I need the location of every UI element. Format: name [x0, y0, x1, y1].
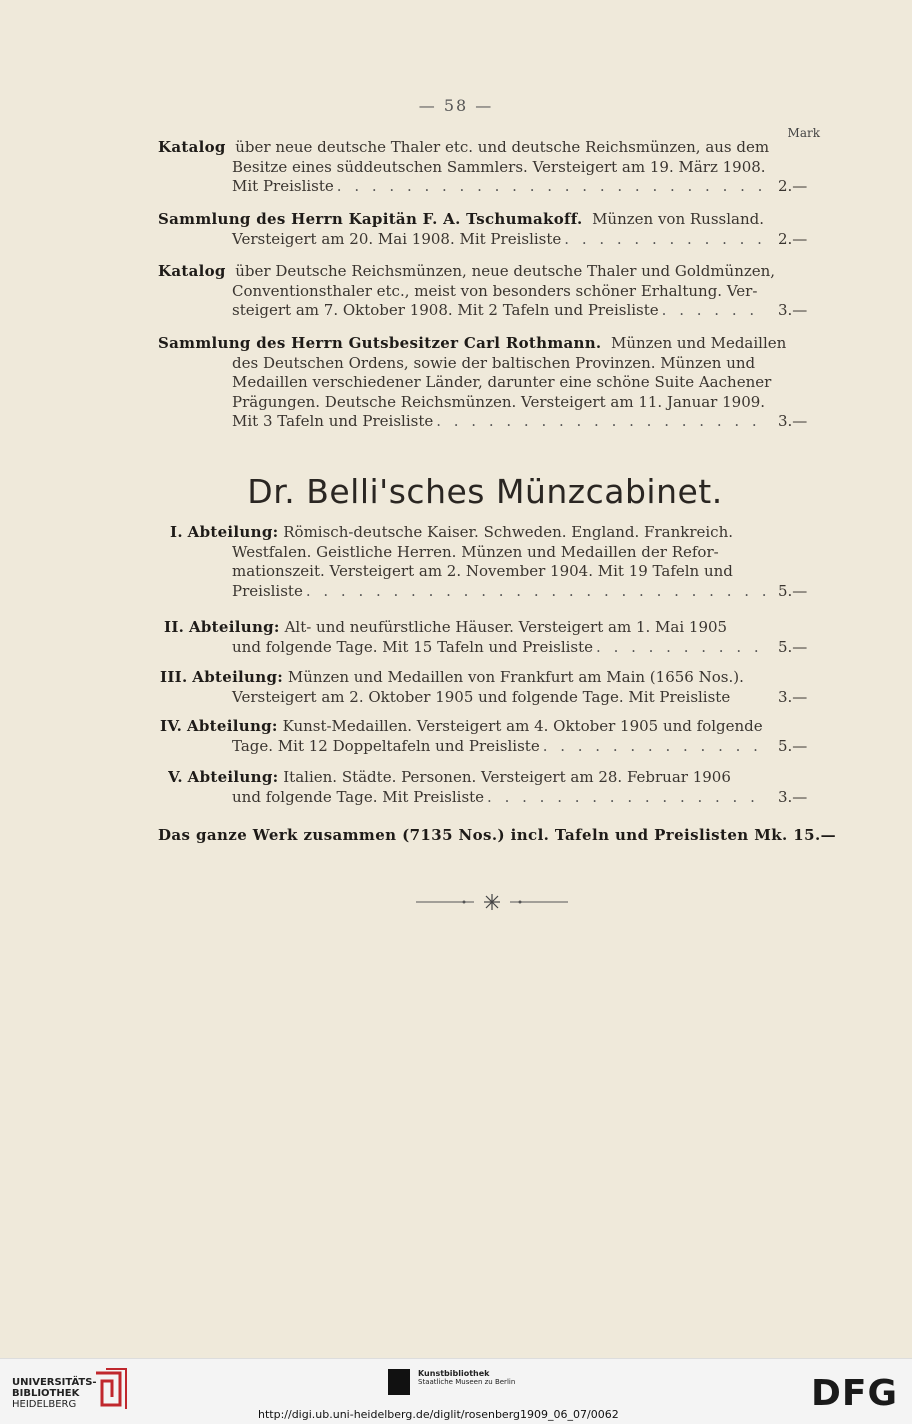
entry-price: 2.—: [778, 177, 808, 195]
division-text: Italien. Städte. Personen. Versteigert am 28. Februar 1906: [283, 768, 731, 786]
ub-heidelberg-logo-text: [12, 1377, 97, 1410]
entry-text: über neue deutsche Thaler etc. und deutsche Reichsmünzen, aus dem: [235, 138, 770, 156]
division-text: Alt- und neufürstliche Häuser. Versteigert am 1. Mai 1905: [284, 618, 728, 636]
entry-text: Münzen von Russland.: [592, 210, 765, 228]
library-name-line: HEIDELBERG: [12, 1399, 77, 1410]
division-price: 5.—: [778, 581, 808, 600]
page-number: — 58 —: [418, 96, 494, 115]
permalink-url[interactable]: http://digi.ub.uni-heidelberg.de/diglit/rosenberg1909_06_07/0062: [258, 1408, 619, 1421]
library-name-line: BIBLIOTHEK: [12, 1388, 80, 1399]
entry-price: 3.—: [778, 412, 808, 430]
catalog-entry: [158, 262, 818, 321]
entry-text: Besitze eines süddeutschen Sammlers. Versteigert am 19. März 1908.: [232, 157, 766, 176]
entry-title: Sammlung des Herrn Gutsbesitzer Carl Rothmann.: [158, 334, 602, 352]
entry-text: steigert am 7. Oktober 1908. Mit 2 Tafeln und Preisliste: [232, 301, 659, 319]
division-entry: [170, 523, 818, 601]
entry-text: über Deutsche Reichsmünzen, neue deutsche Thaler und Goldmünzen,: [235, 262, 776, 280]
division-price: 5.—: [778, 736, 808, 755]
division-text: Westfalen. Geistliche Herren. Münzen und Medaillen der Refor-: [232, 542, 719, 561]
division-text: Münzen und Medaillen von Frankfurt am Main (1656 Nos.).: [287, 668, 744, 686]
division-text: Versteigert am 2. Oktober 1905 und folgende Tage. Mit Preisliste: [232, 687, 731, 706]
entry-text: Versteigert am 20. Mai 1908. Mit Preisliste: [232, 229, 562, 248]
division-entry: [160, 668, 818, 707]
division-label: Abteilung:: [186, 717, 278, 735]
total-line: Das ganze Werk zusammen (7135 Nos.) incl. Tafeln und Preislisten Mk. 15.—: [158, 826, 836, 844]
footer-bar: [0, 1358, 912, 1424]
division-price: 3.—: [778, 687, 808, 706]
entry-title: Sammlung des Herrn Kapitän F. A. Tschumakoff.: [158, 210, 583, 228]
division-entry: [160, 717, 818, 756]
entry-text: Medaillen verschiedener Länder, darunter eine schöne Suite Aachener: [232, 373, 772, 391]
price-column-header: Mark: [787, 126, 820, 140]
catalog-entry: [158, 334, 818, 432]
division-text: Tage. Mit 12 Doppeltafeln und Preisliste: [232, 736, 540, 755]
division-numeral: I.: [170, 523, 183, 541]
division-numeral: II.: [164, 618, 185, 636]
section-heading: Dr. Belli'sches Münzcabinet.: [247, 472, 723, 511]
entry-text: Conventionsthaler etc., meist von besonders schöner Erhaltung. Ver-: [232, 281, 758, 300]
division-numeral: V.: [168, 768, 183, 786]
kb-subtitle: Staatliche Museen zu Berlin: [418, 1378, 516, 1386]
division-label: Abteilung:: [187, 523, 279, 541]
ub-logo-icon: [92, 1367, 128, 1411]
entry-title: Katalog: [158, 138, 226, 156]
division-text: mationszeit. Versteigert am 2. November 1904. Mit 19 Tafeln und: [232, 562, 733, 580]
entry-price: 3.—: [778, 301, 808, 319]
catalog-entry: [158, 210, 818, 249]
division-entry: [168, 768, 818, 807]
division-label: Abteilung:: [187, 768, 279, 786]
kunstbibliothek-logo: [388, 1369, 515, 1387]
ornament-divider: [416, 892, 568, 912]
division-text: Preisliste: [232, 581, 303, 600]
division-label: Abteilung:: [188, 618, 280, 636]
kb-name: Kunstbibliothek: [418, 1369, 490, 1378]
entry-text: Münzen und Medaillen: [611, 334, 787, 352]
division-price: 3.—: [778, 787, 808, 806]
division-numeral: IV.: [160, 717, 183, 735]
dfg-logo: DFG: [810, 1373, 898, 1414]
division-numeral: III.: [160, 668, 188, 686]
division-text: und folgende Tage. Mit 15 Tafeln und Preisliste: [232, 637, 594, 656]
division-entry: [164, 618, 818, 657]
division-text: Kunst-Medaillen. Versteigert am 4. Oktober 1905 und folgende: [282, 717, 763, 735]
entry-text: des Deutschen Ordens, sowie der baltischen Provinzen. Münzen und: [232, 353, 756, 372]
entry-text: Prägungen. Deutsche Reichsmünzen. Versteigert am 11. Januar 1909.: [232, 392, 766, 411]
division-text: und folgende Tage. Mit Preisliste: [232, 787, 485, 806]
division-text: Römisch-deutsche Kaiser. Schweden. England. Frankreich.: [283, 523, 734, 541]
entry-text: Mit Preisliste: [232, 177, 334, 195]
entry-price: 2.—: [778, 229, 808, 248]
catalog-entry: [158, 138, 818, 197]
division-label: Abteilung:: [192, 668, 284, 686]
entry-text: Mit 3 Tafeln und Preisliste: [232, 412, 434, 430]
library-name-line: UNIVERSITÄTS-: [12, 1377, 97, 1388]
division-price: 5.—: [778, 637, 808, 656]
kunstbibliothek-icon: [388, 1369, 410, 1395]
entry-title: Katalog: [158, 262, 226, 280]
